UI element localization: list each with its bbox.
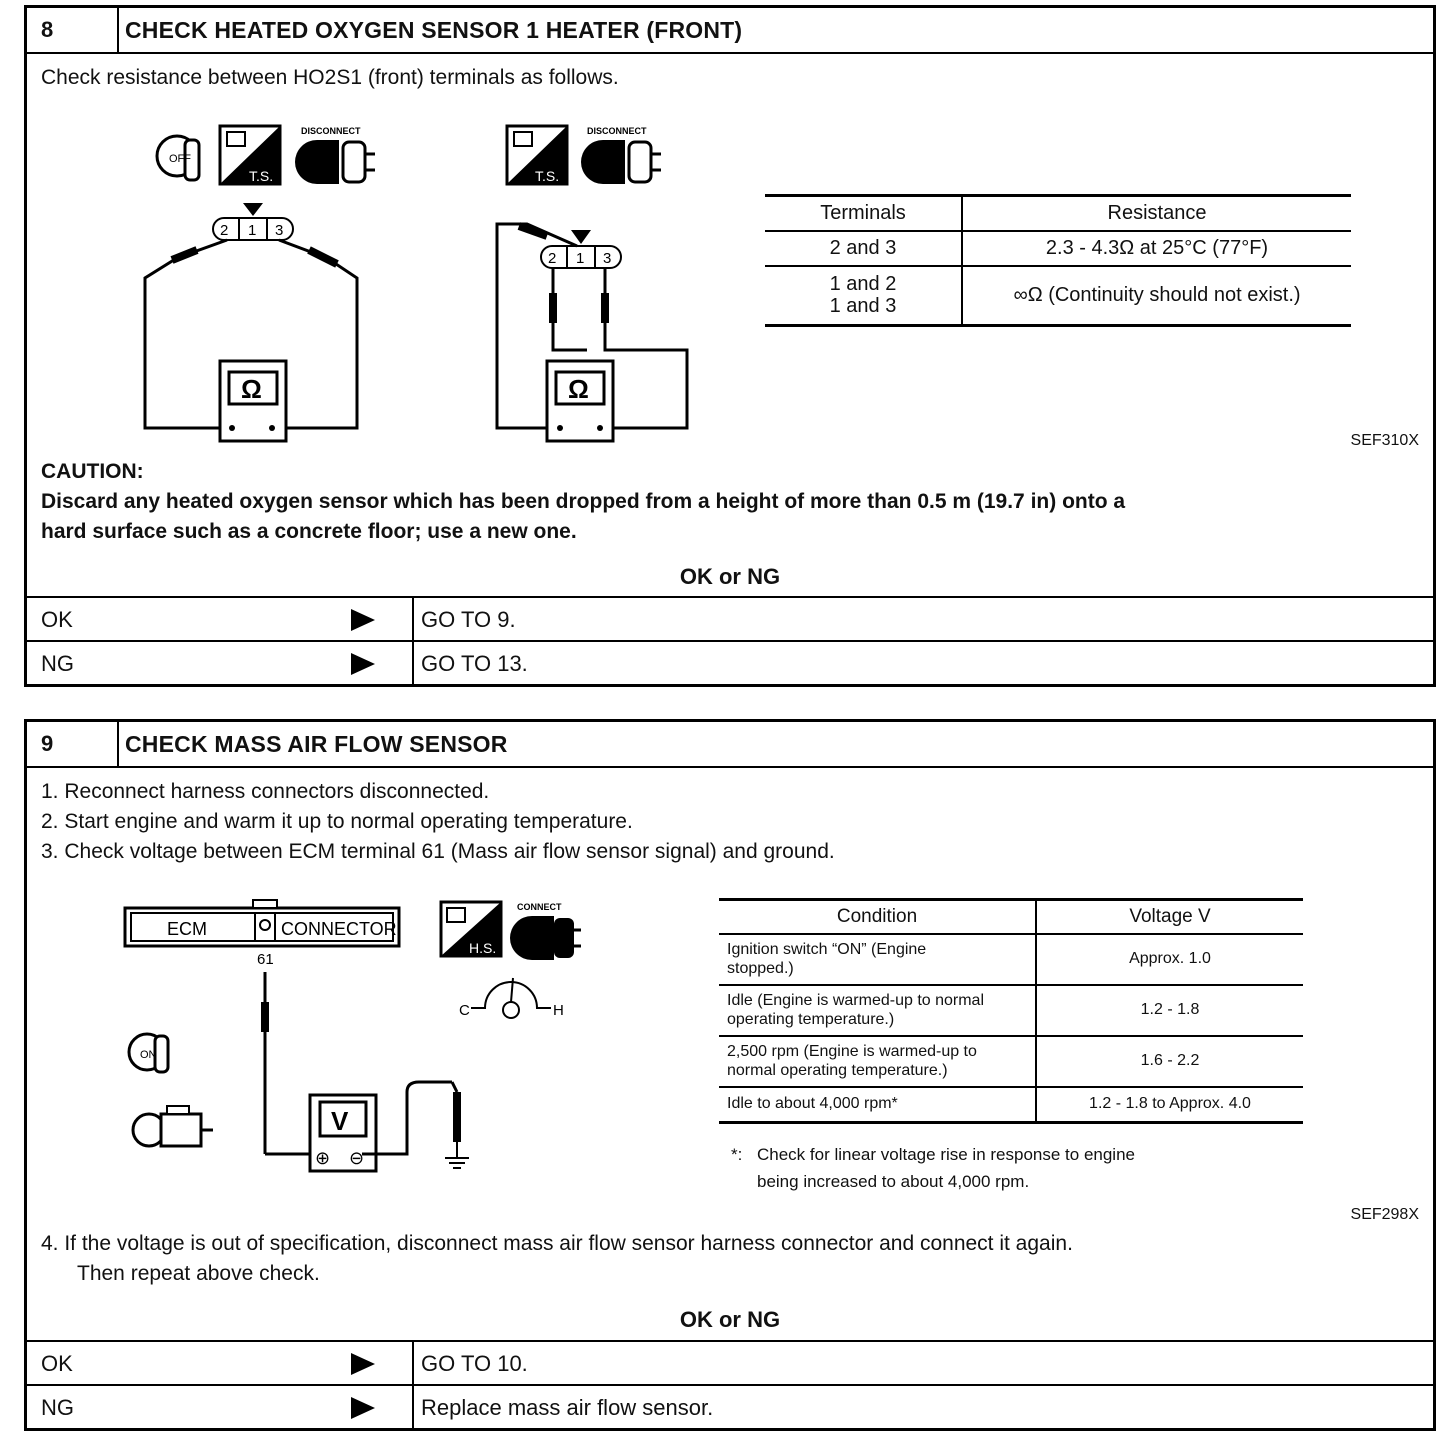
table-header: Resistance xyxy=(962,196,1351,231)
svg-text:2: 2 xyxy=(220,222,229,239)
svg-text:T.S.: T.S. xyxy=(535,168,560,184)
voltage-table xyxy=(719,898,1303,1124)
engine-icon xyxy=(133,1106,213,1146)
svg-text:3: 3 xyxy=(603,250,612,267)
connect-icon xyxy=(510,902,581,960)
figure-code: SEF298X xyxy=(1350,1206,1419,1223)
table-row: Idle to about 4,000 rpm* 1.2 - 1.8 to Approx. 4.0 xyxy=(719,1087,1303,1123)
step-item-continued: Then repeat above check. xyxy=(77,1262,320,1285)
disconnect-icon xyxy=(581,126,661,184)
svg-text:CONNECT: CONNECT xyxy=(517,902,562,912)
ecm-connector xyxy=(125,900,399,968)
svg-text:ON: ON xyxy=(140,1049,157,1061)
step-number: 8 xyxy=(41,17,54,42)
step-9-header xyxy=(27,722,1433,768)
plus-terminal: ⊕ xyxy=(315,1148,331,1168)
temperature-gauge-icon xyxy=(459,978,564,1019)
ground-icon xyxy=(445,1142,469,1168)
svg-text:DISCONNECT: DISCONNECT xyxy=(587,126,647,136)
step-title: CHECK MASS AIR FLOW SENSOR xyxy=(125,731,508,757)
step-item: 1. Reconnect harness connectors disconnected. xyxy=(41,780,490,803)
resistance-table xyxy=(765,194,1351,327)
svg-text:1: 1 xyxy=(576,250,585,267)
table-row: 2 and 3 2.3 - 4.3Ω at 25°C (77°F) xyxy=(765,231,1351,266)
disconnect-icon xyxy=(295,126,375,184)
hs-icon xyxy=(441,902,501,956)
minus-terminal: ⊖ xyxy=(349,1148,365,1168)
table-header: Condition xyxy=(836,905,918,927)
svg-text:ECM: ECM xyxy=(167,919,207,939)
ohmmeter xyxy=(220,361,286,441)
footnote-line: being increased to about 4,000 rpm. xyxy=(757,1172,1030,1191)
svg-text:Ω: Ω xyxy=(568,374,589,404)
caution-label: CAUTION: xyxy=(41,460,144,483)
step-item: 2. Start engine and warm it up to normal operating temperature. xyxy=(41,810,633,833)
svg-text:CONNECTOR: CONNECTOR xyxy=(281,919,397,939)
ohmmeter xyxy=(547,361,613,441)
svg-text:C: C xyxy=(459,1002,470,1019)
table-row: 1 and 2 1 and 3 ∞Ω (Continuity should not exist.) xyxy=(765,266,1351,326)
resistance-check-figure xyxy=(27,118,727,458)
table-header: Terminals xyxy=(820,201,906,224)
arrow-right-icon xyxy=(351,1397,375,1419)
arrow-right-icon xyxy=(351,609,375,631)
table-row: Ignition switch “ON” (Engine stopped.) Approx. 1.0 xyxy=(719,934,1303,985)
off-label: OFF xyxy=(169,153,191,165)
step-number: 9 xyxy=(41,731,54,756)
figure-code: SEF310X xyxy=(1350,432,1419,449)
arrow-right-icon xyxy=(351,1353,375,1375)
table-row: Idle (Engine is warmed-up to normal operating temperature.) 1.2 - 1.8 xyxy=(719,985,1303,1036)
result-row-ok: OK GO TO 10. xyxy=(27,1340,1433,1386)
svg-text:2: 2 xyxy=(548,250,557,267)
ts-icon xyxy=(220,126,280,184)
ts-icon xyxy=(507,126,567,184)
svg-text:3: 3 xyxy=(275,222,284,239)
caution-text-line: Discard any heated oxygen sensor which has been dropped from a height of more than 0.5 m (19.7 in) onto a xyxy=(41,490,1126,513)
step-8-box xyxy=(24,5,1436,687)
step-8-intro: Check resistance between HO2S1 (front) terminals as follows. xyxy=(41,66,619,89)
table-header: Voltage V xyxy=(1036,900,1303,934)
result-row-ng: NG Replace mass air flow sensor. xyxy=(27,1384,1433,1430)
footnote-mark: *: xyxy=(731,1145,743,1164)
voltmeter xyxy=(310,1095,376,1171)
caution-text-line: hard surface such as a concrete floor; use a new one. xyxy=(41,520,577,543)
step-9-box xyxy=(24,719,1436,1431)
step-title: CHECK HEATED OXYGEN SENSOR 1 HEATER (FRONT) xyxy=(125,17,743,43)
result-row-ok: OK GO TO 9. xyxy=(27,596,1433,642)
step-item: 3. Check voltage between ECM terminal 61 (Mass air flow sensor signal) and ground. xyxy=(41,840,835,863)
arrow-right-icon xyxy=(351,653,375,675)
ignition-off-icon xyxy=(157,136,199,180)
ok-or-ng-label: OK or NG xyxy=(679,564,781,589)
ohm-symbol: Ω xyxy=(241,374,262,404)
svg-text:H.S.: H.S. xyxy=(469,940,497,956)
step-item: 4. If the voltage is out of specification, disconnect mass air flow sensor harness connector and connect it again. xyxy=(41,1232,1073,1255)
voltage-check-figure xyxy=(107,902,667,1202)
svg-text:H: H xyxy=(553,1002,564,1019)
step-8-header xyxy=(27,8,1433,54)
volt-symbol: V xyxy=(331,1106,349,1136)
disconnect-label: DISCONNECT xyxy=(301,126,361,136)
terminal-label: 61 xyxy=(257,951,274,968)
ignition-on-icon xyxy=(129,1034,168,1072)
result-row-ng: NG GO TO 13. xyxy=(27,640,1433,686)
ho2s1-connector xyxy=(213,203,293,240)
table-row: 2,500 rpm (Engine is warmed-up to normal operating temperature.) 1.6 - 2.2 xyxy=(719,1036,1303,1087)
ok-or-ng-label: OK or NG xyxy=(679,1307,781,1332)
svg-text:1: 1 xyxy=(248,222,257,239)
footnote-line: Check for linear voltage rise in response to engine xyxy=(757,1145,1135,1164)
ts-label: T.S. xyxy=(249,168,274,184)
